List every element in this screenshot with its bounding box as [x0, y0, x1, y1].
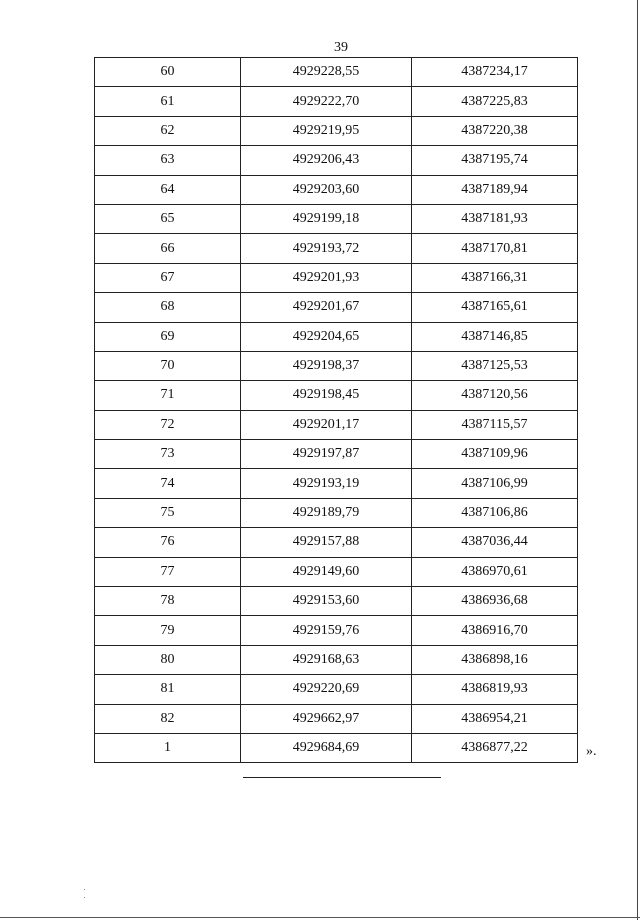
point-number-cell: 66	[95, 234, 241, 263]
point-number-cell: 72	[95, 410, 241, 439]
y-coordinate-cell: 4386819,93	[412, 675, 578, 704]
y-coordinate-cell: 4387109,96	[412, 440, 578, 469]
y-coordinate-cell: 4387195,74	[412, 146, 578, 175]
x-coordinate-cell: 4929206,43	[241, 146, 412, 175]
x-coordinate-cell: 4929204,65	[241, 322, 412, 351]
point-number-cell: 63	[95, 146, 241, 175]
y-coordinate-cell: 4387106,86	[412, 498, 578, 527]
y-coordinate-cell: 4387170,81	[412, 234, 578, 263]
table-row	[95, 704, 578, 733]
y-coordinate-cell: 4386954,21	[412, 704, 578, 733]
y-coordinate-cell: 4387125,53	[412, 351, 578, 380]
table-row	[95, 587, 578, 616]
y-coordinate-cell: 4386916,70	[412, 616, 578, 645]
table-row	[95, 645, 578, 674]
x-coordinate-cell: 4929203,60	[241, 175, 412, 204]
x-coordinate-cell: 4929228,55	[241, 58, 412, 87]
table-row	[95, 675, 578, 704]
x-coordinate-cell: 4929201,67	[241, 293, 412, 322]
y-coordinate-cell: 4387115,57	[412, 410, 578, 439]
x-coordinate-cell: 4929219,95	[241, 116, 412, 145]
table-row	[95, 234, 578, 263]
x-coordinate-cell: 4929159,76	[241, 616, 412, 645]
point-number-cell: 75	[95, 498, 241, 527]
table-row	[95, 146, 578, 175]
point-number-cell: 61	[95, 87, 241, 116]
point-number-cell: 67	[95, 263, 241, 292]
point-number-cell: 64	[95, 175, 241, 204]
x-coordinate-cell: 4929197,87	[241, 440, 412, 469]
y-coordinate-cell: 4386877,22	[412, 733, 578, 762]
coordinates-table	[94, 57, 578, 763]
y-coordinate-cell: 4387146,85	[412, 322, 578, 351]
y-coordinate-cell: 4387181,93	[412, 204, 578, 233]
table-row	[95, 733, 578, 762]
x-coordinate-cell: 4929189,79	[241, 498, 412, 527]
table-row	[95, 381, 578, 410]
x-coordinate-cell: 4929662,97	[241, 704, 412, 733]
point-number-cell: 60	[95, 58, 241, 87]
table-row	[95, 498, 578, 527]
point-number-cell: 82	[95, 704, 241, 733]
table-row	[95, 616, 578, 645]
y-coordinate-cell: 4387165,61	[412, 293, 578, 322]
scan-speck	[84, 889, 85, 890]
x-coordinate-cell: 4929193,72	[241, 234, 412, 263]
point-number-cell: 62	[95, 116, 241, 145]
table-row	[95, 322, 578, 351]
table-row	[95, 351, 578, 380]
point-number-cell: 74	[95, 469, 241, 498]
point-number-cell: 68	[95, 293, 241, 322]
page-number: 39	[334, 40, 348, 55]
y-coordinate-cell: 4387120,56	[412, 381, 578, 410]
end-rule-line	[243, 777, 441, 778]
y-coordinate-cell: 4387234,17	[412, 58, 578, 87]
y-coordinate-cell: 4387220,38	[412, 116, 578, 145]
point-number-cell: 70	[95, 351, 241, 380]
table-row	[95, 410, 578, 439]
point-number-cell: 71	[95, 381, 241, 410]
table-row	[95, 87, 578, 116]
point-number-cell: 79	[95, 616, 241, 645]
table-row	[95, 528, 578, 557]
y-coordinate-cell: 4387189,94	[412, 175, 578, 204]
table-row	[95, 263, 578, 292]
table-row	[95, 58, 578, 87]
y-coordinate-cell: 4387166,31	[412, 263, 578, 292]
y-coordinate-cell: 4387036,44	[412, 528, 578, 557]
x-coordinate-cell: 4929220,69	[241, 675, 412, 704]
point-number-cell: 76	[95, 528, 241, 557]
table-row	[95, 557, 578, 586]
y-coordinate-cell: 4387225,83	[412, 87, 578, 116]
x-coordinate-cell: 4929198,45	[241, 381, 412, 410]
point-number-cell: 69	[95, 322, 241, 351]
x-coordinate-cell: 4929168,63	[241, 645, 412, 674]
point-number-cell: 80	[95, 645, 241, 674]
y-coordinate-cell: 4387106,99	[412, 469, 578, 498]
closing-quote-mark: ».	[586, 744, 597, 759]
x-coordinate-cell: 4929198,37	[241, 351, 412, 380]
table-row	[95, 175, 578, 204]
coordinates-table-body	[95, 58, 578, 763]
point-number-cell: 1	[95, 733, 241, 762]
x-coordinate-cell: 4929199,18	[241, 204, 412, 233]
scan-speck	[84, 897, 85, 898]
point-number-cell: 77	[95, 557, 241, 586]
table-row	[95, 116, 578, 145]
point-number-cell: 73	[95, 440, 241, 469]
x-coordinate-cell: 4929157,88	[241, 528, 412, 557]
y-coordinate-cell: 4386970,61	[412, 557, 578, 586]
y-coordinate-cell: 4386936,68	[412, 587, 578, 616]
scan-edge-right	[637, 0, 638, 920]
scan-edge-bottom	[0, 917, 640, 918]
point-number-cell: 78	[95, 587, 241, 616]
point-number-cell: 81	[95, 675, 241, 704]
table-row	[95, 293, 578, 322]
y-coordinate-cell: 4386898,16	[412, 645, 578, 674]
table-row	[95, 469, 578, 498]
table-row	[95, 440, 578, 469]
point-number-cell: 65	[95, 204, 241, 233]
x-coordinate-cell: 4929149,60	[241, 557, 412, 586]
x-coordinate-cell: 4929222,70	[241, 87, 412, 116]
x-coordinate-cell: 4929684,69	[241, 733, 412, 762]
x-coordinate-cell: 4929201,17	[241, 410, 412, 439]
x-coordinate-cell: 4929193,19	[241, 469, 412, 498]
table-row	[95, 204, 578, 233]
x-coordinate-cell: 4929201,93	[241, 263, 412, 292]
x-coordinate-cell: 4929153,60	[241, 587, 412, 616]
